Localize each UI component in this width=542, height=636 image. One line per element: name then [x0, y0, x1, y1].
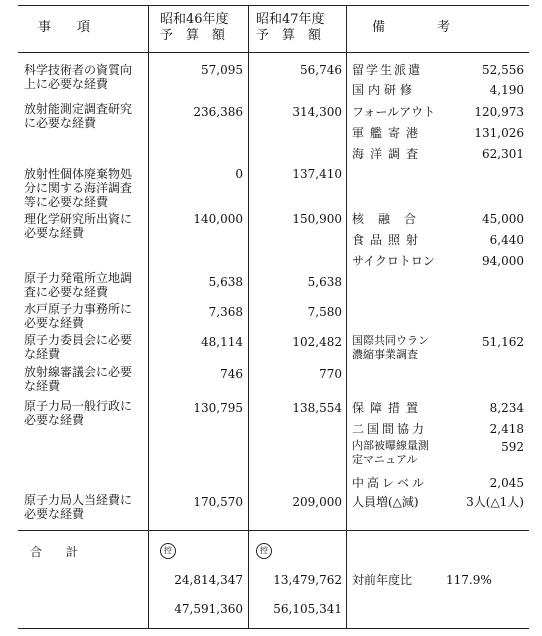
note-value: 52,556	[482, 63, 524, 77]
row-fy46-value: 170,570	[193, 495, 243, 509]
row-fy46-value: 140,000	[193, 212, 243, 226]
row-fy47-value: 314,300	[292, 105, 342, 119]
row-fy47-value: 102,482	[292, 335, 342, 349]
row-fy46-value: 48,114	[201, 335, 243, 349]
row-fy46-value: 5,638	[208, 275, 243, 289]
col-divider-1	[148, 5, 149, 628]
note-value: 4,190	[489, 83, 524, 97]
row-item: 水戸原子力事務所に	[24, 302, 133, 316]
row-item: 査に必要な経費	[24, 285, 109, 299]
fy47-total-mark: 控	[256, 543, 272, 559]
note-value: 592	[501, 440, 524, 454]
row-item: な経費	[24, 347, 61, 361]
row-item: 放射性個体廃棄物処	[24, 167, 133, 181]
row-item: 必要な経費	[24, 413, 85, 427]
col-divider-2	[248, 5, 249, 628]
row-item: に必要な経費	[24, 116, 97, 130]
note-label: 二国間協力	[352, 422, 428, 436]
note-label: 定マニュアル	[352, 453, 418, 466]
note-label: 軍艦寄港	[352, 126, 425, 140]
total-label: 合 計	[30, 545, 79, 559]
header-fy47-line2: 予 算 額	[256, 28, 322, 43]
row-fy47-value: 5,638	[307, 275, 342, 289]
row-item: 必要な経費	[24, 226, 85, 240]
total-fy46-b: 47,591,360	[174, 602, 243, 616]
note-value: 131,026	[474, 126, 524, 140]
header-fy46-line2: 予 算 額	[160, 28, 226, 43]
row-item: 必要な経費	[24, 507, 85, 521]
note-label: 内部被曝線量測	[352, 439, 429, 452]
note-value: 2,045	[489, 476, 524, 490]
note-label: 食品照射	[352, 233, 425, 247]
note-label: 国際共同ウラン	[352, 334, 429, 347]
note-label: 中高レベル	[352, 476, 428, 490]
row-fy46-value: 236,386	[193, 105, 243, 119]
row-fy47-value: 138,554	[292, 401, 342, 415]
row-fy46-value: 0	[235, 167, 243, 181]
row-fy46-value: 7,368	[208, 305, 243, 319]
row-item: 必要な経費	[24, 316, 85, 330]
table-top-rule	[18, 5, 529, 6]
note-label: 人員増(△減)	[352, 495, 419, 509]
note-label: サイクロトロン	[352, 254, 435, 268]
note-label: 海洋調査	[352, 147, 425, 161]
row-fy47-value: 209,000	[292, 495, 342, 509]
fy46-total-mark: 控	[160, 543, 176, 559]
row-item: 原子力局一般行政に	[24, 399, 133, 413]
note-value: 120,973	[474, 105, 524, 119]
note-value: 45,000	[482, 212, 524, 226]
row-item: 分に関する海洋調査	[24, 181, 133, 195]
total-fy47-b: 56,105,341	[273, 602, 342, 616]
header-fy46-line1: 昭和46年度	[160, 12, 229, 27]
row-item: 放射線審議会に必要	[24, 365, 133, 379]
row-fy47-value: 137,410	[292, 167, 342, 181]
row-fy47-value: 770	[319, 367, 342, 381]
col-divider-3	[346, 5, 347, 628]
total-top-rule	[18, 530, 529, 531]
row-fy46-value: 130,795	[193, 401, 243, 415]
note-label: 核融合	[352, 212, 431, 226]
note-value: 51,162	[482, 335, 524, 349]
ratio-value: 117.9%	[446, 573, 492, 587]
header-bottom-rule	[18, 52, 529, 53]
row-item: 等に必要な経費	[24, 195, 109, 209]
header-fy47-line1: 昭和47年度	[256, 12, 325, 27]
row-item: 放射能測定調査研究	[24, 102, 133, 116]
note-label: 保障措置	[352, 401, 425, 415]
note-label: 国内研修	[352, 83, 417, 97]
note-value: 2,418	[489, 422, 524, 436]
note-value: 6,440	[489, 233, 524, 247]
note-value: 8,234	[489, 401, 524, 415]
row-fy47-value: 7,580	[307, 305, 342, 319]
header-notes: 備 考	[372, 20, 451, 35]
row-item: 原子力委員会に必要	[24, 333, 133, 347]
note-label: 濃縮事業調査	[352, 348, 418, 361]
table-bottom-rule	[18, 628, 529, 629]
row-fy46-value: 746	[220, 367, 243, 381]
note-label: フォールアウト	[352, 105, 436, 119]
row-item: 上に必要な経費	[24, 77, 109, 91]
note-value: 3人(△1人)	[466, 495, 524, 509]
note-label: 留学生派遣	[352, 63, 423, 77]
row-item: 原子力局人当経費に	[24, 493, 133, 507]
header-item: 事 項	[38, 20, 91, 35]
row-item: 理化学研究所出資に	[24, 212, 133, 226]
row-item: 原子力発電所立地調	[24, 271, 133, 285]
row-item: 科学技術者の資質向	[24, 63, 133, 77]
row-fy47-value: 56,746	[300, 63, 342, 77]
total-fy46-a: 24,814,347	[174, 573, 243, 587]
ratio-label: 対前年度比	[352, 573, 413, 587]
total-fy47-a: 13,479,762	[273, 573, 342, 587]
row-item: な経費	[24, 379, 61, 393]
note-value: 62,301	[482, 147, 524, 161]
row-fy47-value: 150,900	[292, 212, 342, 226]
note-value: 94,000	[482, 254, 524, 268]
row-fy46-value: 57,095	[201, 63, 243, 77]
